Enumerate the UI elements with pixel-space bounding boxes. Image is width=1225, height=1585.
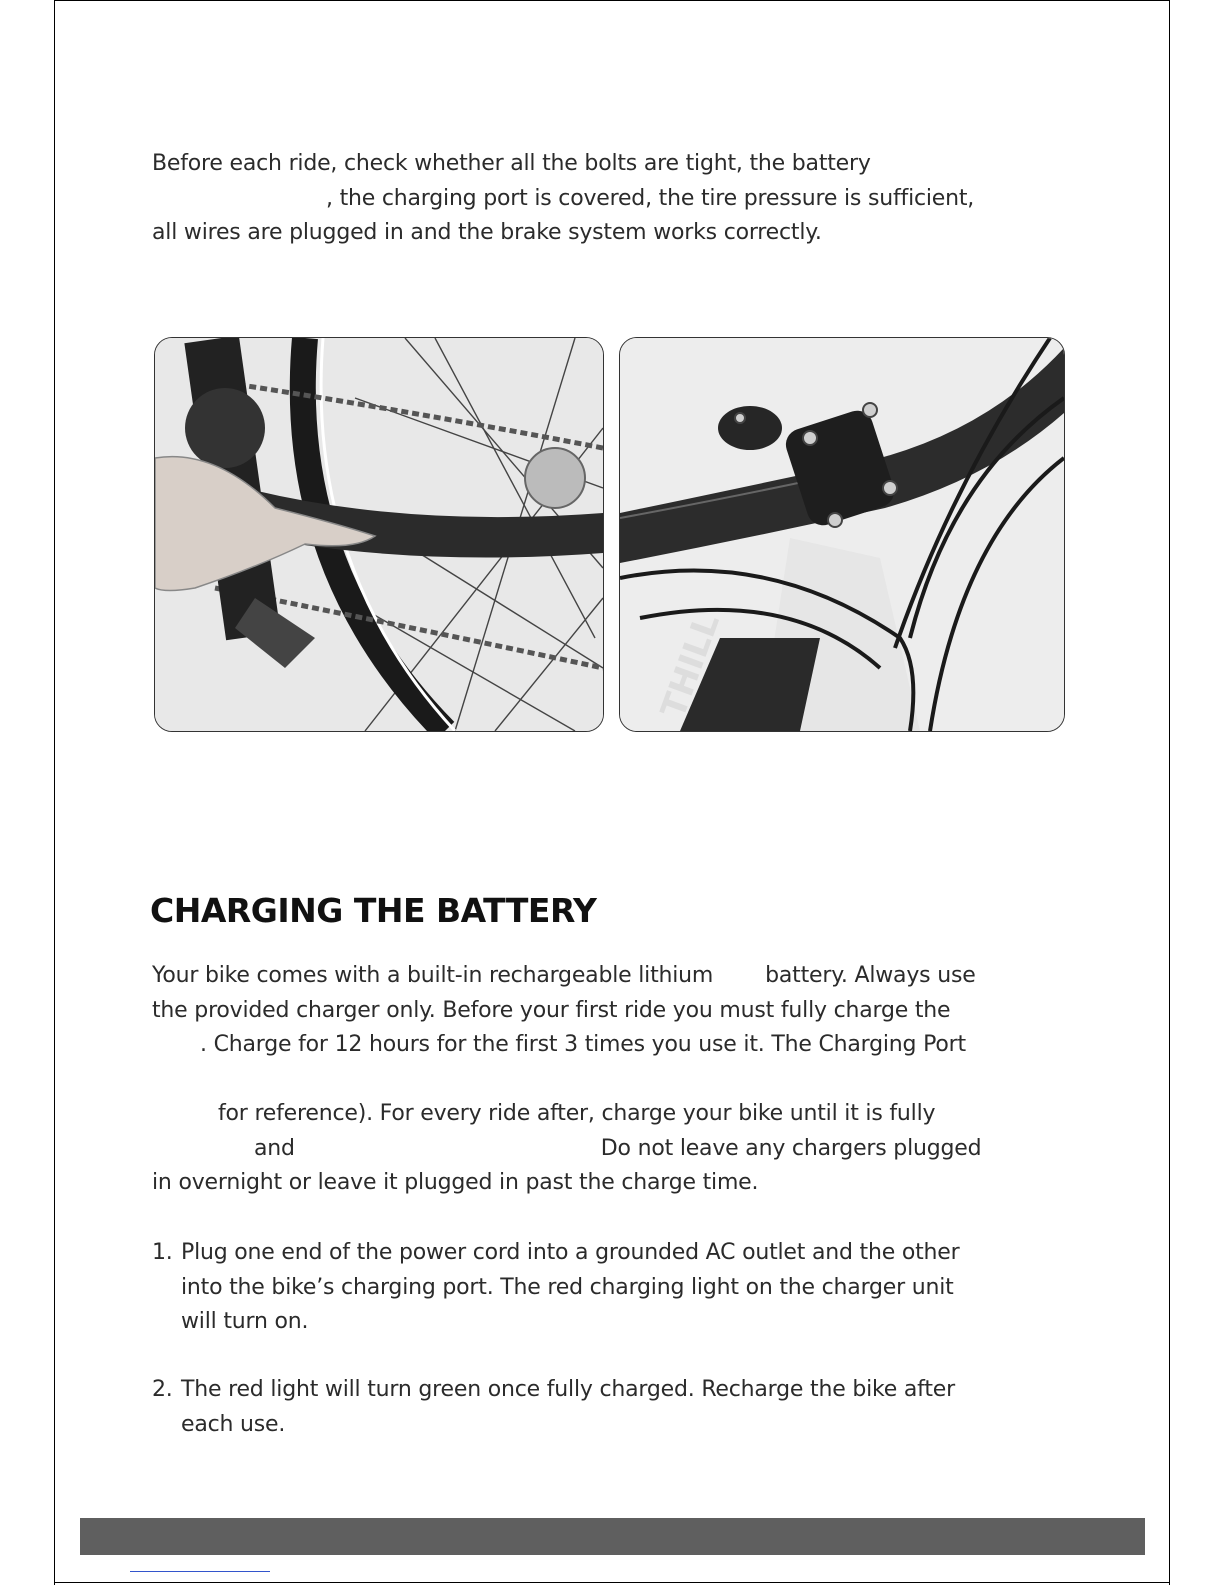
charging-line-part: Your bike comes with a built-in rechargeable lithium bbox=[152, 963, 714, 988]
intro-line: , the charging port is covered, the tire pressure is sufficient, bbox=[326, 185, 975, 211]
section-title: CHARGING THE BATTERY bbox=[150, 891, 597, 930]
step-line: into the bike’s charging port. The red charging light on the charger unit bbox=[181, 1274, 954, 1300]
charging-line: for reference). For every ride after, charge your bike until it is fully bbox=[218, 1101, 936, 1126]
step-line: each use. bbox=[181, 1411, 286, 1437]
charging-paragraph bbox=[152, 959, 1062, 1201]
charging-line: . Charge for 12 hours for the first 3 times you use it. The Charging Port bbox=[200, 1032, 966, 1057]
step-text bbox=[181, 1373, 1071, 1442]
step-line: will turn on. bbox=[181, 1309, 309, 1334]
page-edge-left bbox=[54, 0, 55, 1585]
page-edge-bottom bbox=[54, 1582, 1170, 1583]
step-text bbox=[181, 1236, 1071, 1340]
handlebar-stem-photo bbox=[619, 337, 1065, 732]
rear-wheel-illustration bbox=[155, 338, 603, 731]
step-line: Plug one end of the power cord into a grounded AC outlet and the other bbox=[181, 1240, 960, 1265]
step-line: The red light will turn green once fully charged. Recharge the bike after bbox=[181, 1377, 955, 1402]
rear-wheel-photo bbox=[154, 337, 604, 732]
charging-line bbox=[152, 959, 1062, 994]
svg-text:THILL: THILL bbox=[653, 608, 728, 724]
handlebar-illustration bbox=[620, 338, 1064, 731]
page-edge-top bbox=[54, 0, 1170, 1]
charging-line bbox=[152, 1132, 1062, 1167]
charging-line-part: Do not leave any chargers plugged bbox=[600, 1135, 982, 1161]
charging-line-part: battery. Always use bbox=[765, 963, 976, 988]
charging-line: in overnight or leave it plugged in past the charge time. bbox=[152, 1170, 759, 1195]
step-number: 1. bbox=[152, 1240, 173, 1265]
intro-line: Before each ride, check whether all the bolts are tight, the battery bbox=[152, 151, 871, 176]
charging-line-part: and bbox=[254, 1135, 295, 1161]
charging-line: the provided charger only. Before your first ride you must fully charge the bbox=[152, 997, 951, 1023]
charging-line-blank bbox=[152, 1063, 1062, 1098]
footer-link-underline[interactable] bbox=[130, 1571, 270, 1572]
page-edge-right bbox=[1169, 0, 1170, 1585]
footer-bar bbox=[80, 1518, 1145, 1555]
intro-line: all wires are plugged in and the brake system works correctly. bbox=[152, 220, 822, 245]
pre-ride-check-paragraph bbox=[152, 147, 1062, 251]
step-number: 2. bbox=[152, 1377, 173, 1402]
